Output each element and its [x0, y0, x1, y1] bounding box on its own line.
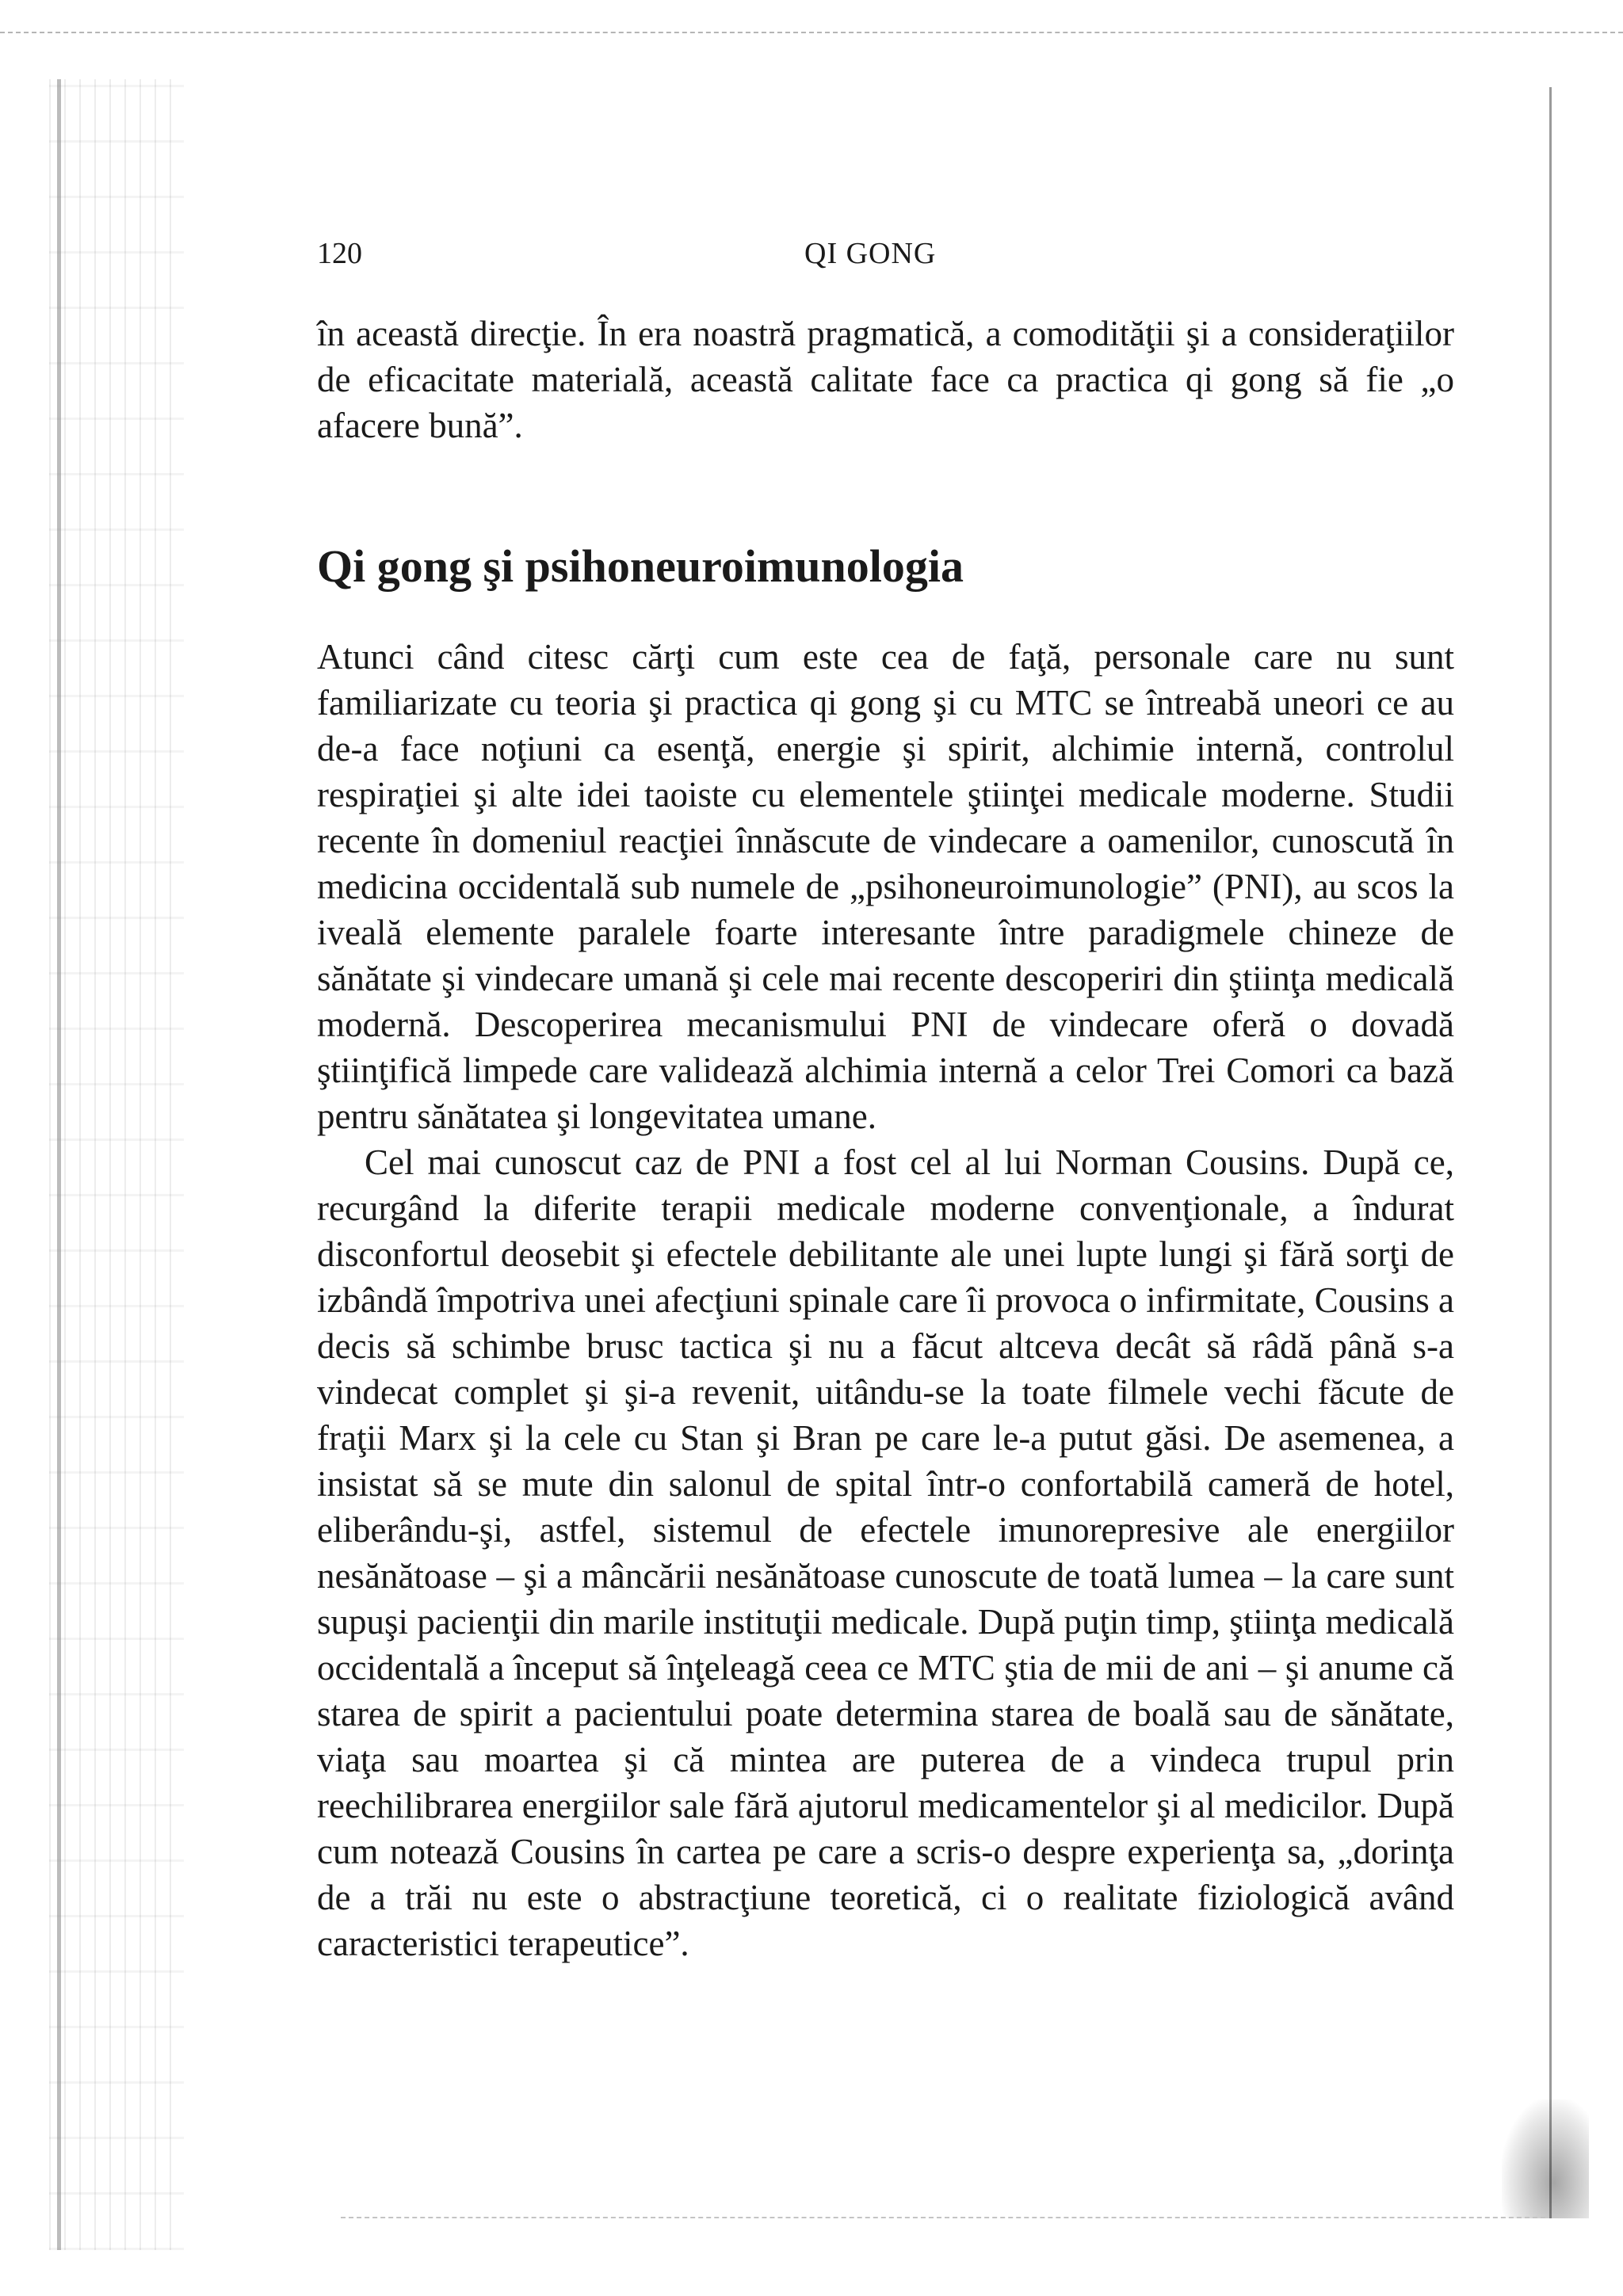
section-heading: Qi gong şi psihoneuroimunologia: [317, 540, 964, 592]
running-header: [317, 236, 1454, 280]
intro-text: [317, 311, 1454, 448]
body-paragraph: Atunci când citesc cărţi cum este cea de faţă, personale care nu sunt familiarizate cu teoria şi practica qi gong şi cu MTC se întreabă uneori ce au de-a face noţiuni ca esenţă, energie şi spirit, alchimie internă, controlul respiraţiei şi alte idei taoiste cu elementele ştiinţei medicale moderne. Studii recente în domeniul reacţiei înnăscute de vindecare a oamenilor, cunoscută în medicina occidentală sub numele de „psihoneuroimunologie” (PNI), au scos la iveală elemente paralele foarte interesante între paradigmele chineze de sănătate şi vindecare umană şi cele mai recente descoperiri din ştiinţa medicală modernă. Descoperirea mecanismului PNI de vindecare oferă o dovadă ştiinţifică limpede care validează alchimia internă a celor Trei Comori ca bază pentru sănătatea şi longevitatea umane.: [317, 637, 1454, 1136]
scan-smudge: [1502, 2100, 1589, 2218]
scan-right-page-edge: [1549, 87, 1552, 2218]
intro-paragraph: în această direcţie. În era noastră pragmatică, a comodităţii şi a consideraţiilor de eficacitate materială, această calitate face ca practica qi gong să fie „o afacere bună”.: [317, 314, 1454, 445]
body-paragraph: Cel mai cunoscut caz de PNI a fost cel al lui Norman Cousins. După ce, recurgând la diferite terapii medicale moderne convenţionale, a îndurat disconfortul deosebit şi efectele debilitante ale unei lupte lungi şi fără sorţi de izbândă împotriva unei afecţiuni spinale care îi provoca o infirmitate, Cousins a decis să schimbe brusc tactica şi nu a făcut altceva decât să râdă până s-a vindecat complet şi şi-a revenit, uitându-se la toate filmele vechi făcute de fraţii Marx şi la cele cu Stan şi Bran pe care le-a putut găsi. De asemenea, a insistat să se mute din salonul de spital într-o confortabilă cameră de hotel, eliberându-şi, astfel, sistemul de efectele imunorepresive ale energiilor nesănătoase – şi a mâncării nesănătoase cunoscute de toată lumea – la care sunt supuşi pacienţii din marile instituţii medicale. După puţin timp, ştiinţa medicală occidentală a început să înţeleagă ceea ce MTC ştia de mii de ani – şi anume că starea de spirit a pacientului poate determina starea de boală sau de sănătate, viaţa sau moartea şi că mintea are puterea de a vindeca trupul prin reechilibrarea energiilor sale fără ajutorul medicamentelor şi al medicilor. După cum notează Cousins în cartea pe care a scris-o despre experienţa sa, „dorinţa de a trăi nu este o abstracţiune teoretică, ci o realitate fiziologică având caracteristici terapeutice”.: [317, 1142, 1454, 1963]
running-title: QI GONG: [804, 237, 937, 270]
section-body: [317, 634, 1454, 1966]
scan-left-page-edge: [49, 79, 184, 2250]
scan-bottom-rule: [341, 2217, 1545, 2218]
scan-top-rule: [0, 32, 1623, 33]
page-number: 120: [317, 237, 362, 270]
